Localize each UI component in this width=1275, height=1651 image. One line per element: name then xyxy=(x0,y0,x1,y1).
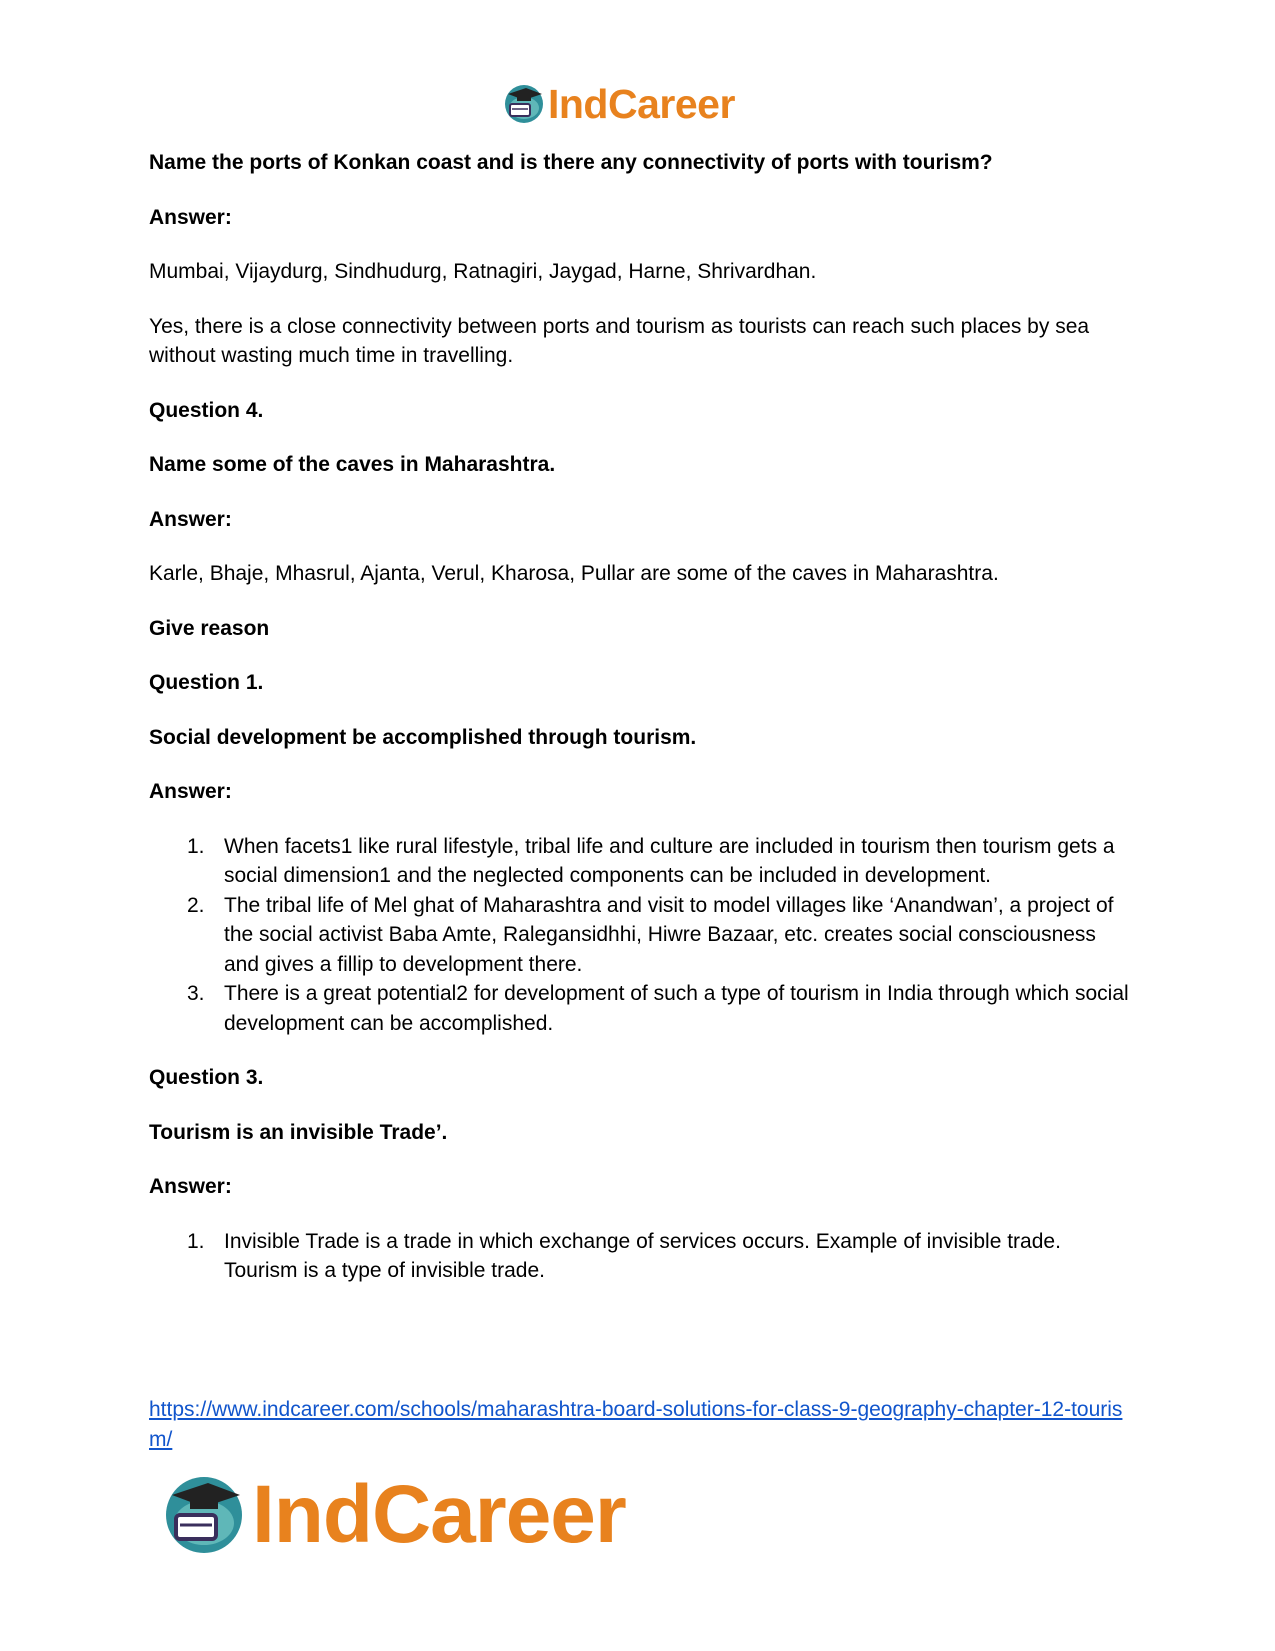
list-item xyxy=(149,891,1129,980)
list-item xyxy=(149,979,1129,1038)
answer-label: Answer: xyxy=(149,780,232,803)
list-item-text: The tribal life of Mel ghat of Maharashtra and visit to model villages like ‘Anandwan’, a project of the social activist Baba Amte, Ralegansidhhi, Hiwre Bazaar, etc. creates social consciousness and gives a fillip to development there. xyxy=(224,893,1114,976)
list-item xyxy=(149,832,1129,891)
answer-label: Answer: xyxy=(149,507,232,531)
source-url-link[interactable]: https://www.indcareer.com/schools/maharashtra-board-solutions-for-class-9-geography-chapter-12-tourism/ xyxy=(149,1398,1123,1451)
ports-list-text: Mumbai, Vijaydurg, Sindhudurg, Ratnagiri, Jaygad, Harne, Shrivardhan. xyxy=(149,260,817,283)
caves-answer-text: Karle, Bhaje, Mhasrul, Ajanta, Verul, Kharosa, Pullar are some of the caves in Maharashtra. xyxy=(149,562,999,585)
ports-connectivity-text: Yes, there is a close connectivity between ports and tourism as tourists can reach such places by sea without wasting much time in travelling. xyxy=(149,314,1090,367)
graduation-cap-globe-icon xyxy=(160,1471,248,1559)
question-caves: Name some of the caves in Maharashtra. xyxy=(149,453,556,476)
logo-text: IndCareer xyxy=(548,80,735,127)
list-item xyxy=(149,1227,1129,1286)
list-item-text: Invisible Trade is a trade in which exchange of services occurs. Example of invisible trade. Tourism is a type of invisible trade. xyxy=(224,1229,1061,1282)
article-body xyxy=(149,148,1129,1311)
question-social-development: Social development be accomplished through tourism. xyxy=(149,725,697,749)
graduation-cap-globe-icon xyxy=(502,82,546,126)
logo-text: IndCareer xyxy=(252,1469,626,1560)
question-invisible-trade: Tourism is an invisible Trade’. xyxy=(149,1120,448,1144)
header-logo[interactable] xyxy=(502,80,735,128)
invisible-trade-list xyxy=(149,1227,1129,1286)
list-number: 1. xyxy=(187,834,205,858)
list-item-text: When facets1 like rural lifestyle, tribal life and culture are included in tourism then tourism gets a social dimension1 and the neglected components can be included in development. xyxy=(224,834,1115,887)
question-1-heading: Question 1. xyxy=(149,671,264,694)
list-number: 1. xyxy=(187,1229,205,1253)
question-3-heading: Question 3. xyxy=(149,1066,264,1089)
footer-logo[interactable] xyxy=(160,1470,626,1560)
section-heading-give-reason: Give reason xyxy=(149,616,270,640)
social-development-list xyxy=(149,832,1129,1039)
list-number: 3. xyxy=(187,982,205,1005)
list-number: 2. xyxy=(187,893,205,917)
answer-label: Answer: xyxy=(149,205,232,229)
question-ports: Name the ports of Konkan coast and is there any connectivity of ports with tourism? xyxy=(149,151,993,174)
answer-label: Answer: xyxy=(149,1175,232,1198)
question-4-heading: Question 4. xyxy=(149,398,264,422)
list-item-text: There is a great potential2 for development of such a type of tourism in India through which social development can be accomplished. xyxy=(224,982,1129,1035)
